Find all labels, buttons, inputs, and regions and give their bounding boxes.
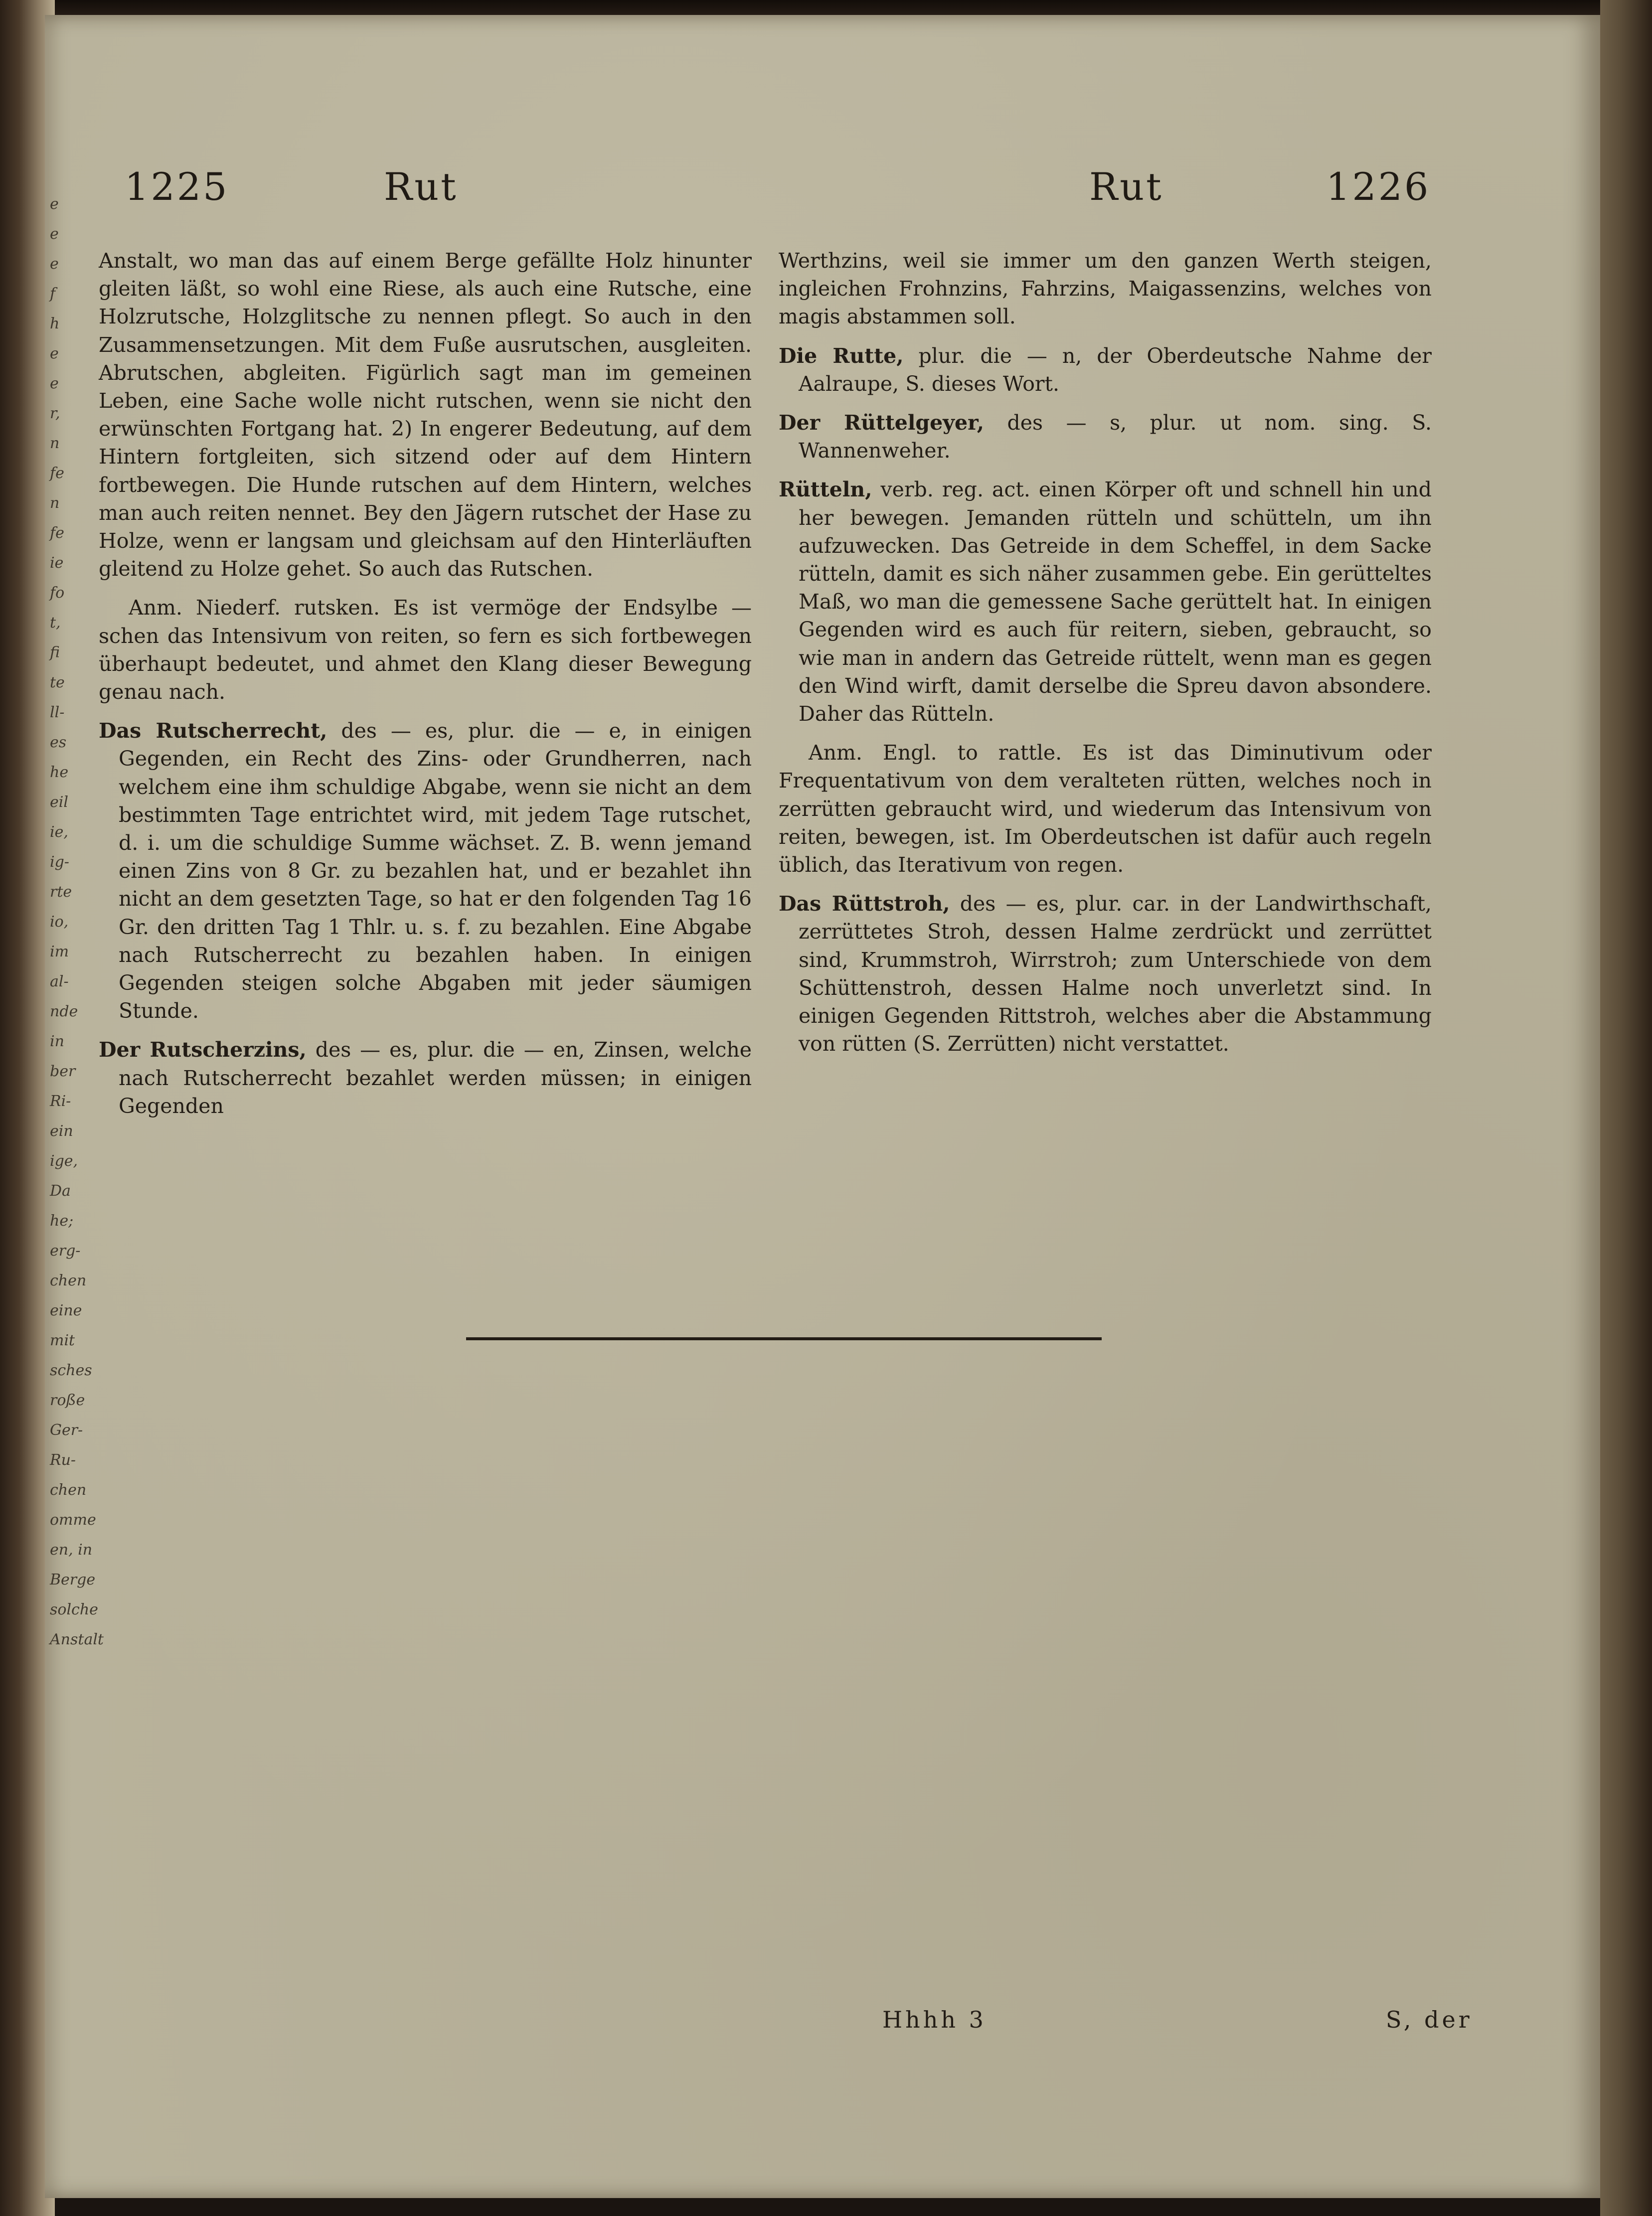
- margin-fragment: Anstalt: [50, 1631, 104, 1648]
- entry-headword: Das Rutscherrecht,: [99, 719, 328, 743]
- margin-fragment: nde: [50, 1003, 78, 1020]
- margin-fragment: erg-: [50, 1242, 81, 1260]
- margin-fragment: fe: [50, 465, 64, 482]
- margin-fragment: r,: [50, 405, 60, 422]
- left-running-head: Rut: [384, 164, 458, 209]
- margin-fragment: he;: [50, 1212, 74, 1230]
- entry-text: plur. die — n, der Oberdeutsche Nahme der Aalraupe, S. dieses Wort.: [799, 343, 1432, 396]
- margin-fragment: fo: [50, 584, 65, 602]
- margin-fragment: im: [50, 943, 69, 960]
- entry-note: Anm. Niederf. rutsken. Es ist vermöge der Endsylbe —schen das Intensivum von reiten, so fern es sich fortbewegen überhaupt bedeutet, und ahmet den Klang dieser Bewegung genau nach.: [99, 596, 752, 704]
- left-page-number: 1225: [125, 164, 229, 209]
- catchword: S, der: [1386, 2006, 1473, 2033]
- margin-fragment: e: [50, 375, 59, 392]
- margin-fragment: chen: [50, 1272, 87, 1289]
- margin-fragment: chen: [50, 1481, 87, 1499]
- previous-page-margin-fragments: [50, 189, 104, 1655]
- margin-fragment: eil: [50, 793, 68, 811]
- dictionary-entry: [779, 342, 1432, 398]
- entry-text: verb. reg. act. einen Körper oft und schnell hin und her bewegen. Jemanden rütteln und schütteln, um ihn aufzuwecken. Das Getreide in dem Scheffel, in dem Sacke rütteln, damit es sich näher zusammen gebe. Ein gerütteltes Maß, wo man die gemessene Sache gerüttelt hat. In einigen Gegenden wird es auch für reitern, sieben, gebraucht, so wie man in andern das Getreide rüttelt, wenn man es gegen den Wind wirft, damit derselbe die Spreu davon absondere. Daher das Rütteln.: [799, 477, 1432, 726]
- margin-fragment: ein: [50, 1122, 73, 1140]
- margin-fragment: fe: [50, 524, 64, 542]
- entry-text: des — s, plur. ut nom. sing. S. Wannenweher.: [799, 411, 1432, 463]
- signature-mark: Hhhh 3: [882, 2006, 987, 2033]
- margin-fragment: ie: [50, 554, 64, 572]
- entry-headword: Der Rüttelgeyer,: [779, 411, 984, 435]
- margin-fragment: e: [50, 345, 59, 362]
- margin-fragment: t,: [50, 614, 61, 632]
- margin-fragment: rte: [50, 883, 72, 901]
- margin-fragment: e: [50, 225, 59, 243]
- dictionary-entry: [779, 475, 1432, 728]
- dictionary-entry: [779, 890, 1432, 1058]
- left-column: [99, 247, 752, 1131]
- margin-fragment: h: [50, 315, 60, 332]
- entry-text: des — es, plur. die — en, Zinsen, welche nach Rutscherrecht bezahlet werden müssen; in einigen Gegenden: [119, 1038, 752, 1118]
- entry-note: Anm. Engl. to rattle. Es ist das Diminutivum oder Frequentativum von dem veralteten rütten, welches noch in zerrütten gebraucht wird, und wiederum das Intensivum von reiten, bewegen, ist. Im Oberdeutschen ist dafür auch regeln üblich, das Iterativum von regen.: [779, 741, 1432, 877]
- right-column: [779, 247, 1432, 1069]
- margin-fragment: en, in: [50, 1541, 93, 1559]
- section-end-rule: [466, 1337, 1102, 1340]
- entry-text: des — es, plur. die — e, in einigen Gegenden, ein Recht des Zins- oder Grundherren, nach welchem eine ihm schuldige Abgabe, wenn sie nicht an dem bestimmten Tage entrichtet wird, mit jedem Tage rutschet, d. i. um die schuldige Summe wächset. Z. B. wenn jemand einen Zins von 8 Gr. zu bezahlen hat, und er bezahlet ihn nicht an dem gesetzten Tage, so hat er den folgenden Tag 16 Gr. den dritten Tag 1 Thlr. u. s. f. zu bezahlen. Eine Abgabe nach Rutscherrecht zu bezahlen haben. In einigen Gegenden steigen solche Abgaben mit jeder säumigen Stunde.: [119, 719, 752, 1023]
- margin-fragment: Da: [50, 1182, 71, 1200]
- margin-fragment: Berge: [50, 1571, 96, 1588]
- margin-fragment: roße: [50, 1392, 85, 1409]
- margin-fragment: eine: [50, 1302, 82, 1319]
- margin-fragment: Ri-: [50, 1093, 71, 1110]
- entry-headword: Das Rüttstroh,: [779, 892, 950, 916]
- dictionary-entry: [99, 717, 752, 1025]
- margin-fragment: e: [50, 195, 59, 213]
- entry-text: des — es, plur. car. in der Landwirthschaft, zerrüttetes Stroh, dessen Halme zerdrückt und zerrüttet sind, Krummstroh, Wirrstroh; zum Unterschiede von dem Schüttenstroh, dessen Halme noch unverletzt sind. In einigen Gegenden Rittstroh, welches aber die Abstammung von rütten (S. Zerrütten) nicht verstattet.: [799, 892, 1432, 1056]
- margin-fragment: omme: [50, 1511, 96, 1529]
- continuation-text: Werthzins, weil sie immer um den ganzen Werth steigen, ingleichen Frohnzins, Fahrzins, Maigassenzins, welches von magis abstammen soll.: [779, 249, 1432, 329]
- dictionary-entry: [99, 1036, 752, 1120]
- margin-fragment: Ru-: [50, 1451, 76, 1469]
- margin-fragment: solche: [50, 1601, 98, 1618]
- margin-fragment: al-: [50, 973, 69, 990]
- margin-fragment: sches: [50, 1362, 92, 1379]
- entry-headword: Rütteln,: [779, 477, 872, 502]
- margin-fragment: he: [50, 764, 69, 781]
- right-running-head: Rut: [1089, 164, 1163, 209]
- margin-fragment: es: [50, 734, 67, 751]
- right-page-number: 1226: [1326, 164, 1431, 209]
- margin-fragment: mit: [50, 1332, 75, 1349]
- margin-fragment: ige,: [50, 1152, 78, 1170]
- margin-fragment: in: [50, 1033, 64, 1050]
- margin-fragment: e: [50, 255, 59, 273]
- margin-fragment: te: [50, 674, 65, 691]
- dictionary-entry: [779, 409, 1432, 465]
- margin-fragment: ber: [50, 1063, 76, 1080]
- margin-fragment: io,: [50, 913, 69, 931]
- margin-fragment: n: [50, 494, 60, 512]
- margin-fragment: ll-: [50, 704, 65, 721]
- margin-fragment: ie,: [50, 823, 68, 841]
- entry-headword: Die Rutte,: [779, 343, 904, 368]
- continuation-text: Anstalt, wo man das auf einem Berge gefällte Holz hinunter gleiten läßt, so wohl eine Riese, als auch eine Rutsche, eine Holzrutsche, Holzglitsche zu nennen pflegt. So auch in den Zusammensetzungen. Mit dem Fuße ausrutschen, ausgleiten. Abrutschen, abgleiten. Figürlich sagt man im gemeinen Leben, eine Sache wolle nicht rutschen, wenn sie nicht den erwünschten Fortgang hat. 2) In engerer Bedeutung, auf dem Hintern fortgleiten, sich sitzend oder auf dem Hintern fortbewegen. Die Hunde rutschen auf dem Hintern, welches man auch reiten nennet. Bey den Jägern rutschet der Hase zu Holze, wenn er langsam und gleichsam auf den Hinterläuften gleitend zu Holze gehet. So auch das Rutschen.: [99, 249, 752, 581]
- margin-fragment: fi: [50, 644, 60, 661]
- margin-fragment: Ger-: [50, 1422, 83, 1439]
- margin-fragment: f: [50, 285, 56, 303]
- margin-fragment: ig-: [50, 853, 69, 871]
- page-right-edge: [1600, 0, 1652, 2216]
- margin-fragment: n: [50, 435, 60, 452]
- entry-headword: Der Rutscherzins,: [99, 1038, 307, 1062]
